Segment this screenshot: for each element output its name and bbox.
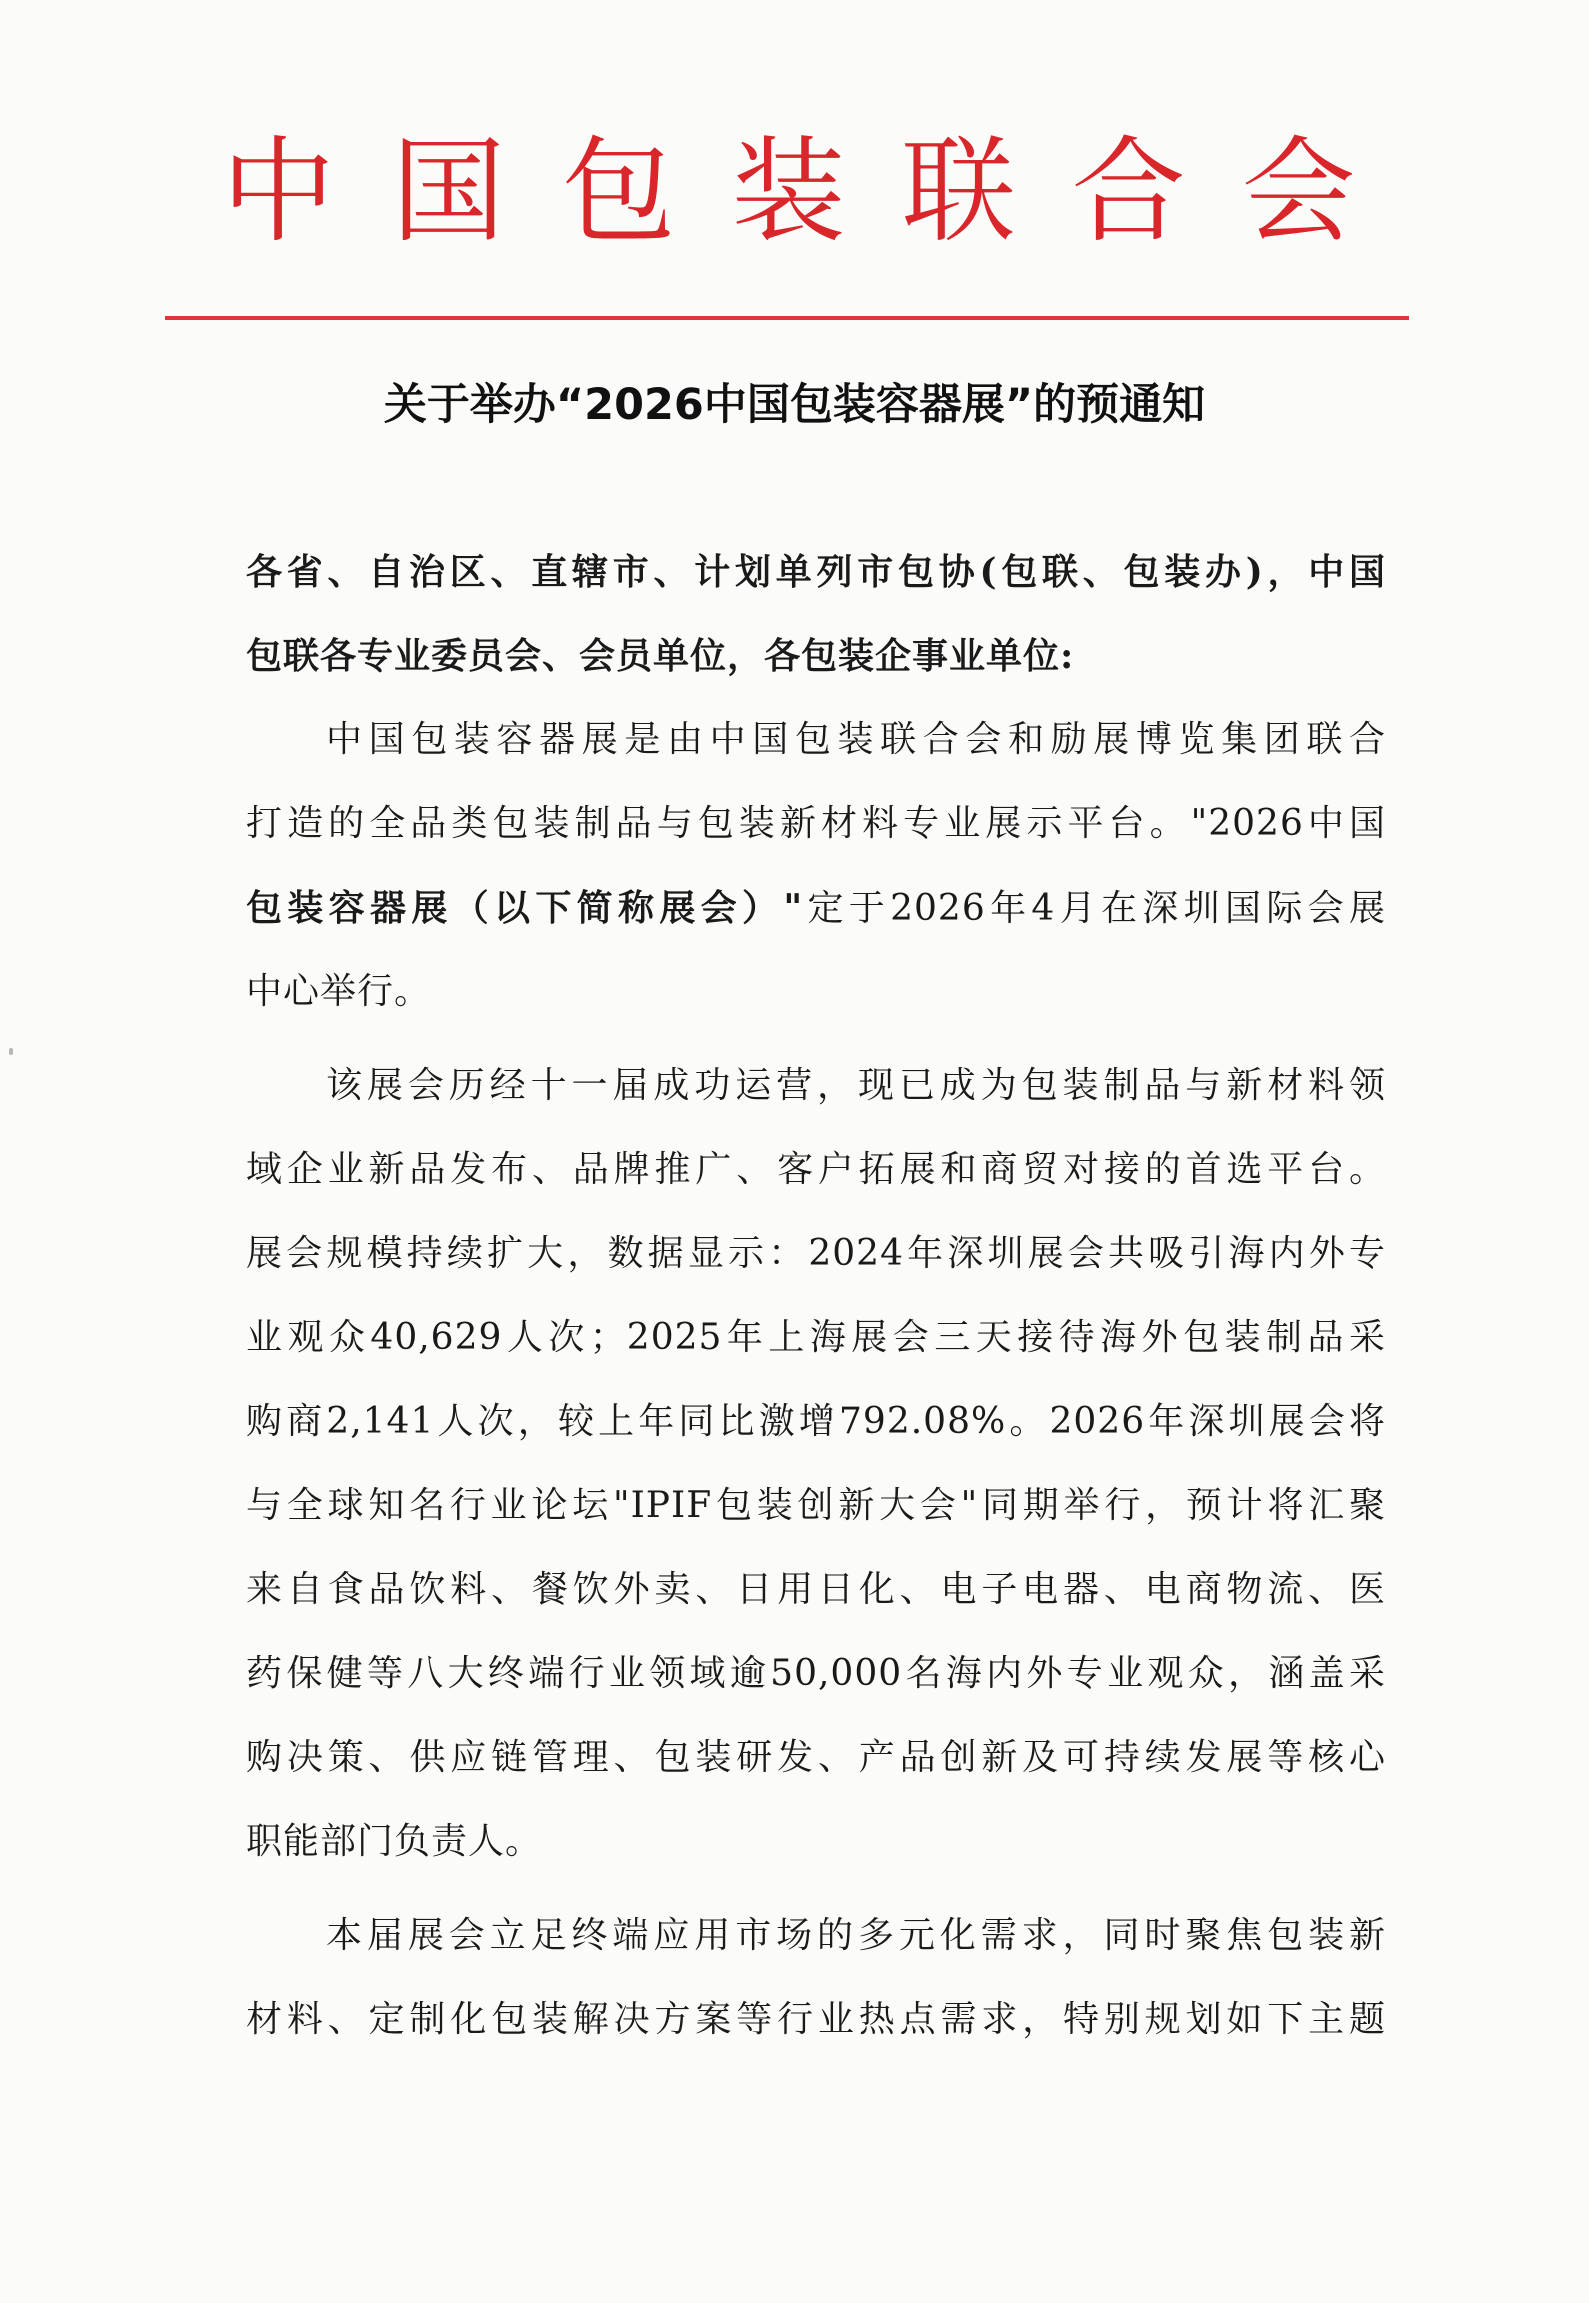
salutation-line-2: 包联各专业委员会、会员单位，各包装企事业单位: (246, 635, 1075, 677)
paragraph-2-line-10: 职能部门负责人。 (246, 1821, 543, 1862)
paragraph-2-line-4: 业观众40,629人次；2025年上海展会三天接待海外包装制品采 (246, 1317, 1386, 1358)
paragraph-2-line-3: 展会规模持续扩大，数据显示：2024年深圳展会共吸引海内外专 (246, 1233, 1386, 1274)
paragraph-2-line-7: 来自食品饮料、餐饮外卖、日用日化、电子电器、电商物流、医 (246, 1569, 1386, 1610)
paragraph-1-line-3 (246, 866, 1386, 950)
paragraph-2-line-9: 购决策、供应链管理、包装研发、产品创新及可持续发展等核心 (246, 1737, 1386, 1778)
paragraph-1-line-2: 打造的全品类包装制品与包装新材料专业展示平台。"2026中国 (246, 803, 1386, 844)
paragraph-3-line-2: 材料、定制化包装解决方案等行业热点需求，特别规划如下主题 (246, 1999, 1386, 2040)
document-body (246, 530, 1386, 2062)
paragraph-2-line-8: 药保健等八大终端行业领域逾50,000名海内外专业观众，涵盖采 (246, 1653, 1386, 1694)
paragraph-1-line-4: 中心举行。 (246, 971, 432, 1012)
salutation-line-1: 各省、自治区、直辖市、计划单列市包协(包联、包装办)，中国 (246, 551, 1386, 593)
exhibition-short-name: 包装容器展（以下简称展会）" (246, 887, 804, 929)
paragraph-2-line-2: 域企业新品发布、品牌推广、客户拓展和商贸对接的首选平台。 (246, 1149, 1386, 1190)
paragraph-2-line-1: 该展会历经十一届成功运营，现已成为包装制品与新材料领 (326, 1065, 1386, 1106)
scan-speck (9, 1048, 13, 1055)
paragraph-3-line-1: 本届展会立足终端应用市场的多元化需求，同时聚焦包装新 (326, 1915, 1386, 1956)
letterhead-red-rule (165, 316, 1409, 320)
exhibition-date-venue: 定于2026年4月在深圳国际会展 (803, 888, 1386, 929)
letterhead-org-name: 中国包装联合会 (221, 125, 1412, 258)
paragraph-2-line-6: 与全球知名行业论坛"IPIF包装创新大会"同期举行，预计将汇聚 (246, 1485, 1386, 1526)
paragraph-2-line-5: 购商2,141人次，较上年同比激增792.08%。2026年深圳展会将 (246, 1401, 1386, 1442)
paragraph-1-line-1: 中国包装容器展是由中国包装联合会和励展博览集团联合 (326, 719, 1386, 760)
document-title: 关于举办“2026中国包装容器展”的预通知 (383, 380, 1206, 430)
